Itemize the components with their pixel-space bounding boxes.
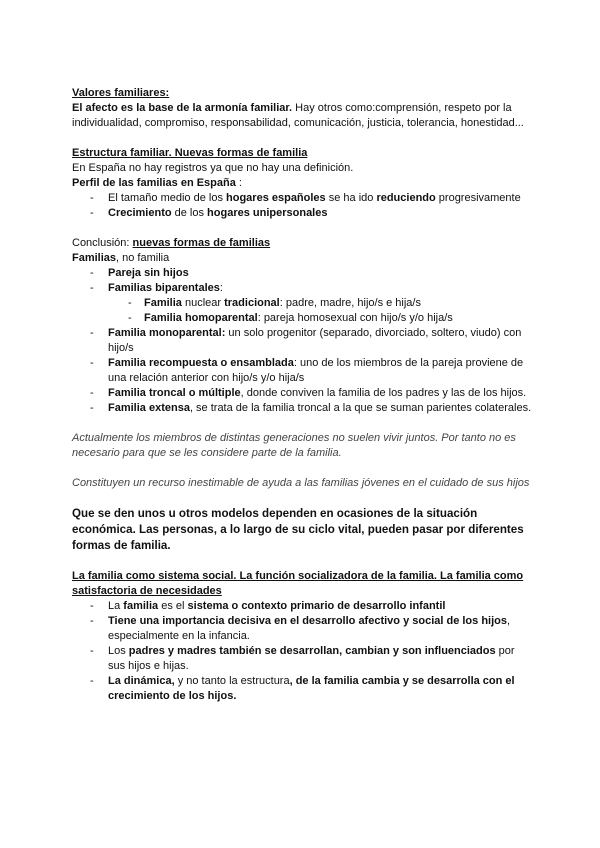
document-page (72, 86, 532, 704)
list-item: - Familia nuclear tradicional: padre, madre, hijo/s e hija/s (128, 297, 421, 309)
familias-list (72, 266, 532, 296)
sistema-social-list (72, 599, 532, 704)
bold-paragraph-modelos: Que se den unos u otros modelos dependen en ocasiones de la situación económica. Las personas, a lo largo de su ciclo vital, pueden pasar por diferentes formas de familia. (72, 507, 524, 552)
list-item: - Crecimiento de los hogares unipersonales (90, 207, 328, 219)
italic-note-recurso: Constituyen un recurso inestimable de ayuda a las familias jóvenes en el cuidado de sus hijos (72, 477, 530, 489)
list-item: - Familia recompuesta o ensamblada: uno de los miembros de la pareja proviene de una relación anterior con hijo/s y/o hija/s (90, 357, 524, 384)
section-title-valores: Valores familiares: (72, 87, 170, 99)
perfil-line: Perfil de las familias en España : (72, 177, 242, 189)
italic-note-generaciones: Actualmente los miembros de distintas generaciones no suelen vivir juntos. Por tanto no es necesario para que se les considere parte de la familia. (72, 432, 516, 459)
familias-list-continued (72, 326, 532, 416)
list-item: - La dinámica, y no tanto la estructura, de la familia cambia y se desarrolla con el crecimiento de los hijos. (90, 675, 515, 702)
list-item: - Pareja sin hijos (90, 267, 189, 279)
list-item: - Familia troncal o múltiple, donde conviven la familia de los padres y las de los hijos. (90, 387, 527, 399)
valores-paragraph: El afecto es la base de la armonía familiar. Hay otros como:comprensión, respeto por la individualidad, compromiso, responsabilidad, comunicación, justicia, tolerancia, honestidad... (72, 102, 524, 129)
perfil-list (72, 191, 532, 221)
registros-line: En España no hay registros ya que no hay una definición. (72, 162, 354, 174)
list-item: - El tamaño medio de los hogares españoles se ha ido reduciendo progresivamente (90, 192, 521, 204)
list-item: - Familia homoparental: pareja homosexual con hijo/s y/o hija/s (128, 312, 453, 324)
list-item: - Familia monoparental: un solo progenitor (separado, divorciado, soltero, viudo) con hijo/s (90, 327, 522, 354)
familias-line: Familias, no familia (72, 252, 170, 264)
section-title-sistema-social: La familia como sistema social. La función socializadora de la familia. La familia como satisfactoria de necesidades (72, 570, 524, 597)
section-title-estructura: Estructura familiar. Nuevas formas de familia (72, 147, 308, 159)
conclusion-line: Conclusión: nuevas formas de familias (72, 237, 271, 249)
list-item: - Familia extensa, se trata de la familia troncal a la que se suman parientes colaterales. (90, 402, 532, 414)
list-item: - La familia es el sistema o contexto primario de desarrollo infantil (90, 600, 446, 612)
biparentales-sublist (72, 296, 532, 326)
list-item: - Tiene una importancia decisiva en el desarrollo afectivo y social de los hijos, especialmente en la infancia. (90, 615, 511, 642)
list-item: - Los padres y madres también se desarrollan, cambian y son influenciados por sus hijos e hijas. (90, 645, 515, 672)
list-item: - Familias biparentales: (90, 282, 223, 294)
